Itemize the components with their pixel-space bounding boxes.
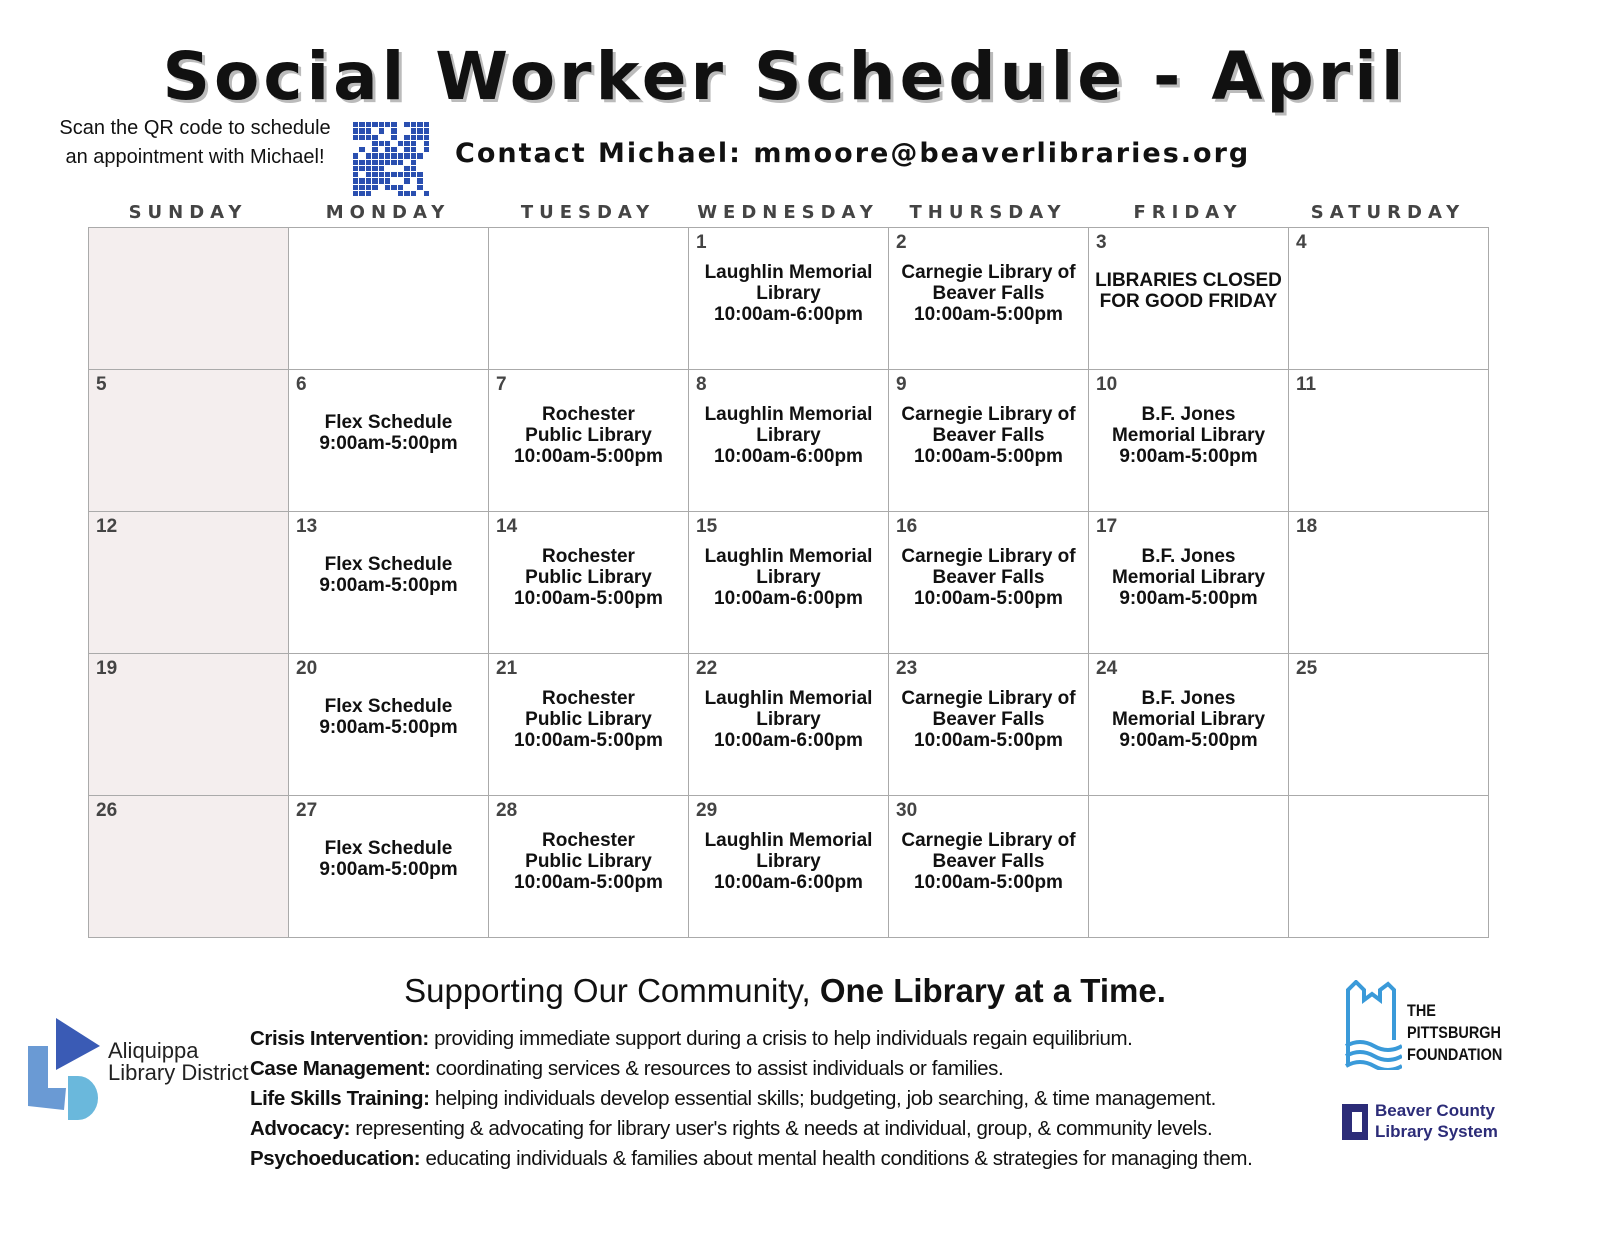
service-label: Psychoeducation: [250, 1147, 421, 1170]
day-cell [1289, 228, 1489, 370]
day-cell [289, 796, 489, 938]
service-label: Crisis Intervention: [250, 1027, 429, 1050]
day-number: 5 [96, 374, 107, 395]
weekday-saturday: SATURDAY [1310, 202, 1466, 223]
tagline [0, 972, 1570, 1010]
day-cell [689, 228, 889, 370]
service-item [250, 1144, 1252, 1174]
day-cell [489, 228, 689, 370]
services-list [250, 1024, 1252, 1174]
day-number: 10 [1096, 374, 1118, 395]
weekday-sunday: SUNDAY [128, 202, 248, 223]
day-cell [1089, 512, 1289, 654]
service-description: educating individuals & families about mental health conditions & strategies for managing them. [420, 1147, 1253, 1170]
day-event: Flex Schedule 9:00am-5:00pm [319, 554, 458, 596]
day-number: 18 [1296, 516, 1318, 537]
day-cell [1089, 796, 1289, 938]
day-number: 4 [1296, 232, 1307, 253]
day-number: 29 [696, 800, 718, 821]
day-cell [889, 370, 1089, 512]
day-cell [289, 654, 489, 796]
day-cell [489, 512, 689, 654]
day-cell [689, 796, 889, 938]
service-item [250, 1084, 1252, 1114]
day-number: 15 [696, 516, 718, 537]
day-event: Laughlin Memorial Library 10:00am-6:00pm [704, 830, 873, 893]
aliquippa-logo-text: Aliquippa Library District [108, 1038, 249, 1085]
service-item [250, 1024, 1252, 1054]
service-description: representing & advocating for library user's rights & needs at individual, group, & community levels. [350, 1117, 1213, 1140]
service-description: helping individuals develop essential skills; budgeting, job searching, & time management. [429, 1087, 1216, 1110]
day-event: Carnegie Library of Beaver Falls 10:00am-5:00pm [901, 688, 1076, 751]
day-event: B.F. Jones Memorial Library 9:00am-5:00pm [1111, 688, 1266, 751]
weekday-header [88, 202, 1488, 223]
day-cell [89, 796, 289, 938]
day-event: B.F. Jones Memorial Library 9:00am-5:00pm [1111, 546, 1266, 609]
day-event: Rochester Public Library 10:00am-5:00pm [514, 546, 663, 609]
day-number: 6 [296, 374, 307, 395]
day-number: 23 [896, 658, 918, 679]
aliquippa-mark-icon [28, 1018, 108, 1123]
day-number: 21 [496, 658, 518, 679]
day-event: Flex Schedule 9:00am-5:00pm [319, 412, 458, 454]
contact-info: Contact Michael: mmoore@beaverlibraries.org [455, 138, 1251, 169]
qr-code-icon[interactable] [353, 122, 429, 196]
day-cell [1289, 796, 1489, 938]
pittsburgh-foundation-text: THE PITTSBURGH FOUNDATION [1407, 1001, 1503, 1064]
day-number: 7 [496, 374, 507, 395]
tagline-bold: One Library at a Time. [819, 972, 1166, 1009]
page-title: Social Worker Schedule - April [162, 38, 1408, 115]
day-number: 12 [96, 516, 118, 537]
weekday-wednesday: WEDNESDAY [697, 202, 879, 223]
day-event: Laughlin Memorial Library 10:00am-6:00pm [704, 688, 873, 751]
day-cell [889, 796, 1089, 938]
day-cell [1089, 654, 1289, 796]
day-cell [489, 796, 689, 938]
day-event: Rochester Public Library 10:00am-5:00pm [514, 688, 663, 751]
day-number: 25 [1296, 658, 1318, 679]
day-number: 17 [1096, 516, 1118, 537]
day-number: 26 [96, 800, 118, 821]
day-event: Rochester Public Library 10:00am-5:00pm [514, 830, 663, 893]
weekday-tuesday: TUESDAY [520, 202, 656, 223]
day-cell [1289, 512, 1489, 654]
day-number: 13 [296, 516, 318, 537]
service-item [250, 1114, 1252, 1144]
service-label: Case Management: [250, 1057, 431, 1080]
day-cell [489, 370, 689, 512]
day-cell [889, 228, 1089, 370]
day-cell [689, 654, 889, 796]
beaver-county-mark-icon [1340, 1100, 1374, 1142]
weekday-monday: MONDAY [325, 202, 451, 223]
day-cell [1289, 370, 1489, 512]
day-number: 27 [296, 800, 318, 821]
weekday-friday: FRIDAY [1133, 202, 1243, 223]
day-cell [1089, 228, 1289, 370]
day-cell [89, 370, 289, 512]
day-number: 24 [1096, 658, 1118, 679]
day-event: Flex Schedule 9:00am-5:00pm [319, 838, 458, 880]
day-event: Carnegie Library of Beaver Falls 10:00am-5:00pm [901, 830, 1076, 893]
day-number: 14 [496, 516, 518, 537]
day-number: 30 [896, 800, 918, 821]
day-cell [889, 512, 1089, 654]
pittsburgh-foundation-mark-icon [1342, 980, 1402, 1070]
day-event: Carnegie Library of Beaver Falls 10:00am-5:00pm [901, 404, 1076, 467]
calendar-grid [88, 227, 1489, 938]
day-number: 9 [896, 374, 907, 395]
service-label: Advocacy: [250, 1117, 351, 1140]
weekday-thursday: THURSDAY [909, 202, 1067, 223]
day-number: 16 [896, 516, 918, 537]
day-cell [89, 654, 289, 796]
day-cell [1089, 370, 1289, 512]
day-number: 28 [496, 800, 518, 821]
service-item [250, 1054, 1252, 1084]
qr-instructions: Scan the QR code to schedule an appointment with Michael! [59, 117, 331, 168]
beaver-county-text: Beaver County Library System [1375, 1101, 1498, 1141]
service-label: Life Skills Training: [250, 1087, 430, 1110]
day-event: Flex Schedule 9:00am-5:00pm [319, 696, 458, 738]
day-cell [89, 512, 289, 654]
pittsburgh-foundation-logo [1342, 980, 1503, 1074]
tagline-regular: Supporting Our Community, [404, 972, 820, 1009]
day-cell [689, 370, 889, 512]
day-event: Laughlin Memorial Library 10:00am-6:00pm [704, 546, 873, 609]
day-number: 11 [1296, 374, 1317, 395]
day-event: Carnegie Library of Beaver Falls 10:00am-5:00pm [901, 546, 1076, 609]
service-description: providing immediate support during a crisis to help individuals regain equilibrium. [428, 1027, 1133, 1050]
day-cell [889, 654, 1089, 796]
day-cell [689, 512, 889, 654]
day-number: 20 [296, 658, 318, 679]
day-event: B.F. Jones Memorial Library 9:00am-5:00pm [1111, 404, 1266, 467]
beaver-county-logo [1340, 1100, 1498, 1146]
day-event: Carnegie Library of Beaver Falls 10:00am-5:00pm [901, 262, 1076, 325]
day-number: 8 [696, 374, 707, 395]
day-event: Laughlin Memorial Library 10:00am-6:00pm [704, 404, 873, 467]
day-cell [289, 512, 489, 654]
day-cell [289, 370, 489, 512]
day-number: 22 [696, 658, 718, 679]
day-event: Rochester Public Library 10:00am-5:00pm [514, 404, 663, 467]
aliquippa-logo [28, 1018, 249, 1127]
day-cell [89, 228, 289, 370]
day-number: 19 [96, 658, 118, 679]
day-cell [489, 654, 689, 796]
day-event: Laughlin Memorial Library 10:00am-6:00pm [704, 262, 873, 325]
day-cell [289, 228, 489, 370]
day-event: LIBRARIES CLOSED FOR GOOD FRIDAY [1095, 270, 1282, 312]
day-number: 2 [896, 232, 907, 253]
day-number: 1 [696, 232, 707, 253]
day-number: 3 [1096, 232, 1107, 253]
day-cell [1289, 654, 1489, 796]
service-description: coordinating services & resources to assist individuals or families. [430, 1057, 1004, 1080]
